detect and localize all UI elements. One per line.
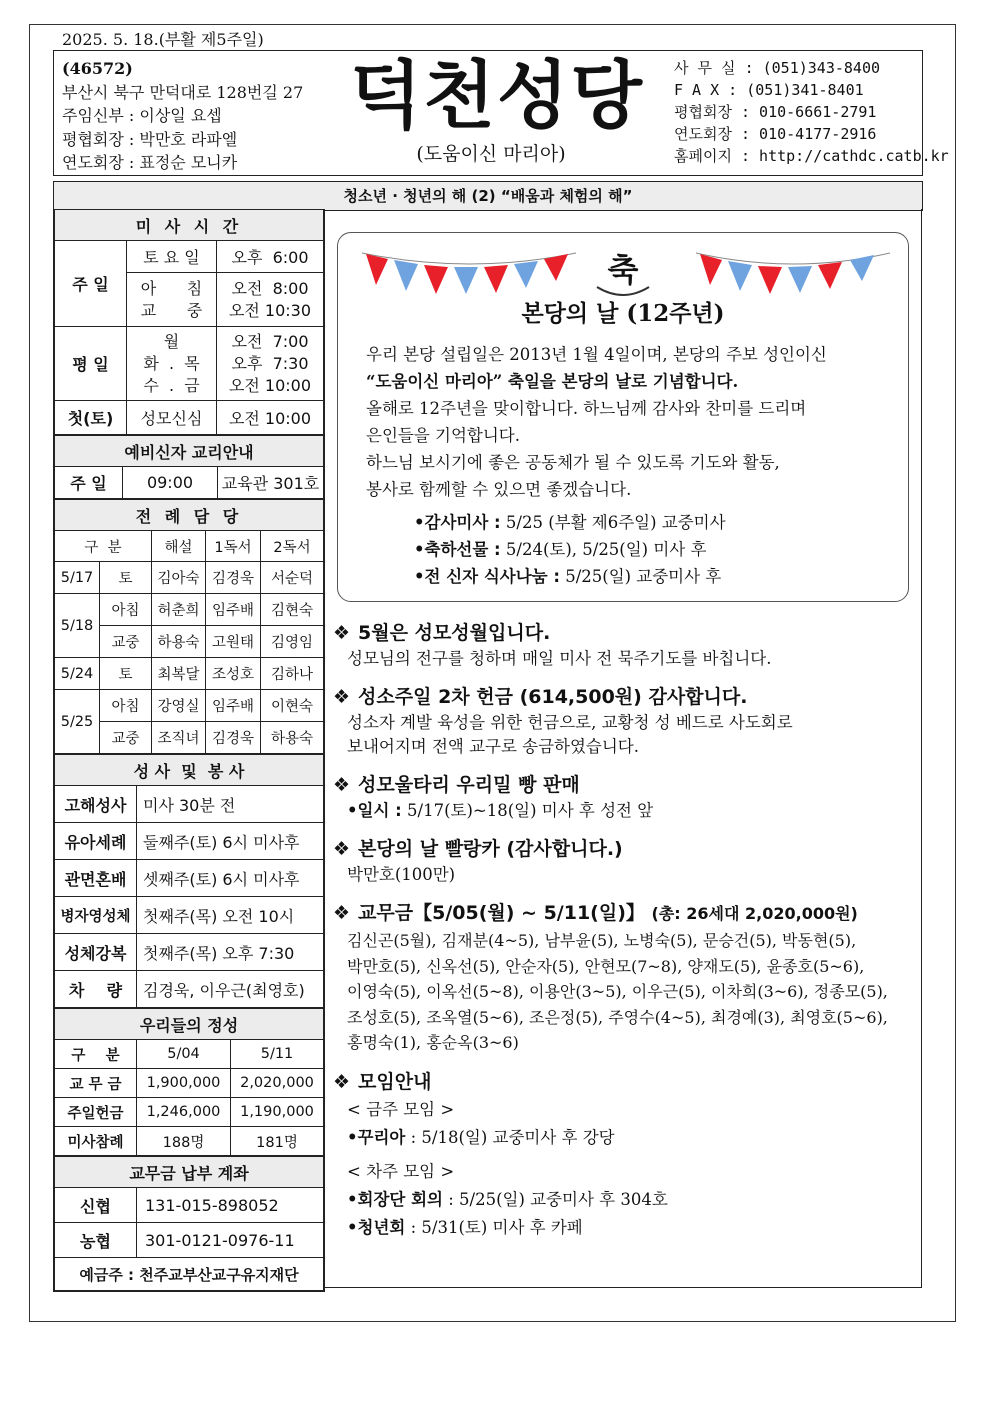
diamond-icon: ❖: [333, 774, 351, 796]
mon-label: 월: [163, 331, 180, 351]
sacrament-key: 병자영성체: [55, 897, 137, 934]
account-number: 131-015-898052: [137, 1188, 324, 1223]
liturgy-cell: 김영임: [261, 626, 324, 658]
table-row: [55, 971, 324, 1008]
anniversary-line: 하느님 보시기에 좋은 공동체가 될 수 있도록 기도와 활동,: [366, 453, 780, 472]
table-row: [55, 1098, 324, 1127]
parish-subtitle: (도움이신 마리아): [416, 143, 566, 165]
first-sat: 성모신심: [127, 401, 217, 435]
sacrament-value: 김경욱, 이우근(최영호): [137, 971, 324, 1008]
notice-body: [347, 711, 913, 759]
liturgy-type: 토: [100, 658, 152, 690]
theme-banner: 청소년 · 청년의 해 (2) “배움과 체험의 해”: [53, 181, 923, 211]
first-sat-label: 첫(토): [55, 401, 127, 435]
homepage-link[interactable]: 홈페이지 : http://cathdc.catb.kr: [674, 147, 949, 165]
account-number: 301-0121-0976-11: [137, 1223, 324, 1258]
diamond-icon: ❖: [333, 622, 351, 644]
table-row: [55, 658, 324, 690]
sacrament-value: 첫째주(목) 오후 7:30: [137, 934, 324, 971]
anniversary-line: 올해로 12주년을 맞이합니다. 하느님께 감사와 찬미를 드리며: [366, 399, 807, 418]
notices: [333, 619, 913, 1254]
celebration-badge: [588, 245, 658, 299]
bunting-flag: [394, 260, 418, 291]
liturgy-table: [54, 499, 324, 754]
table-row: [55, 1069, 324, 1098]
list-item: [414, 563, 726, 590]
liturgy-date: 5/25: [55, 690, 100, 754]
offering-header: 구 분: [55, 1040, 137, 1069]
bunting-flag: [728, 261, 752, 291]
diamond-icon: ❖: [333, 686, 351, 708]
bunting-right: [694, 245, 894, 295]
sacrament-key: 성체강복: [55, 934, 137, 971]
sacrament-value: 첫째주(목) 오전 10시: [137, 897, 324, 934]
next-week-label: < 차주 모임 >: [347, 1161, 455, 1181]
table-row: [55, 860, 324, 897]
notice-title-text: 모임안내: [358, 1070, 432, 1093]
notice-title: [333, 771, 913, 799]
bunting-flag: [758, 266, 782, 294]
sunday-sublabels: [127, 273, 217, 327]
bunting-flag: [850, 255, 874, 281]
liturgy-cell: 하용숙: [152, 626, 206, 658]
tithe-line: 홍명숙(1), 홍순옥(3~6): [347, 1033, 519, 1052]
parish-title: 덕천성당: [350, 53, 644, 139]
sacrament-key: 관면혼배: [55, 860, 137, 897]
sacrament-key: 차 량: [55, 971, 137, 1008]
event-value: 5/24(토), 5/25(일) 미사 후: [500, 540, 707, 559]
bunting-flag: [424, 265, 448, 294]
liturgy-cell: 임주배: [206, 690, 261, 722]
liturgy-date: 5/18: [55, 594, 100, 658]
liturgy-type: 교중: [100, 626, 152, 658]
notice-body: 박만호(100만): [347, 865, 456, 884]
bunting-flag: [818, 262, 842, 289]
right-column: [323, 209, 922, 1288]
sat-time: 오후 6:00: [217, 241, 324, 273]
liturgy-cell: 고원태: [206, 626, 261, 658]
catechumen-place: 교육관 301호: [218, 467, 324, 499]
notice-title-text: 성소주일 2차 헌금 (614,500원) 감사합니다.: [358, 686, 748, 708]
sacrament-title: 성 사 및 봉 사: [55, 755, 324, 786]
sunday-label: 주 일: [55, 241, 127, 327]
table-row: [55, 1223, 324, 1258]
offering-title: 우리들의 정성: [55, 1009, 324, 1040]
council-head: 평협회장 : 박만호 라파엘: [62, 129, 238, 149]
table-row: [55, 1188, 324, 1223]
sacrament-table: [54, 754, 324, 1008]
this-week-label: < 금주 모임 >: [347, 1099, 455, 1119]
account-table: [54, 1156, 324, 1291]
bunting-flag: [788, 266, 812, 293]
notice-title-text: 5월은 성모성월입니다.: [358, 622, 551, 644]
weekday-times: [217, 327, 324, 401]
fax: F A X : (051)341-8401: [674, 81, 864, 99]
table-row: [55, 934, 324, 971]
tithe-line: 김신곤(5월), 김재분(4~5), 남부윤(5), 노병숙(5), 문승건(5), 박동현(5),: [347, 931, 857, 950]
account-holder: 예금주 : 천주교부산교구유지재단: [55, 1258, 324, 1291]
notice-line: 보내어지며 전액 교구로 송금하였습니다.: [347, 737, 639, 756]
meeting-name: •회장단 회의: [347, 1189, 443, 1209]
prayer-phone: 연도회장 : 010-4177-2916: [674, 125, 877, 143]
meeting-name: •꾸리아: [347, 1127, 406, 1147]
liturgy-date: 5/24: [55, 658, 100, 690]
notice-title-text: 본당의 날 빨랑카 (감사합니다.): [358, 838, 623, 860]
bunting-flag: [484, 265, 508, 293]
offering-value: 1,190,000: [231, 1098, 324, 1127]
offering-key: 교 무 금: [55, 1069, 137, 1098]
event-label: •축하선물 :: [414, 540, 501, 559]
catechumen-table: [54, 435, 324, 499]
morning-time: 오전 8:00: [231, 278, 309, 298]
contact-info: [674, 57, 949, 167]
main-mass-time: 오전 10:30: [228, 300, 312, 320]
wed-fri-time: 오전 10:00: [228, 375, 312, 395]
liturgy-cell: 하용숙: [261, 722, 324, 754]
sacrament-value: 미사 30분 전: [137, 786, 324, 823]
mon-time: 오전 7:00: [231, 331, 309, 351]
postcode: (46572): [62, 59, 133, 78]
notice-title: [333, 835, 913, 863]
notice-title: [333, 899, 913, 928]
table-row: [55, 786, 324, 823]
address: 부산시 북구 만덕대로 128번길 27: [62, 82, 304, 102]
list-item: [414, 536, 726, 563]
anniversary-box: [337, 232, 909, 602]
offering-key: 미사참례: [55, 1127, 137, 1156]
mass-times-title: 미 사 시 간: [55, 210, 324, 241]
mass-times-table: [54, 209, 324, 435]
tithe-line: 이영숙(5), 이옥선(5~8), 이용안(3~5), 이우근(5), 이차희(3~6), 정종모(5),: [347, 982, 888, 1001]
tithe-total: (총: 26세대 2,020,000원): [651, 904, 858, 923]
offering-table: [54, 1008, 324, 1156]
first-sat-time: 오전 10:00: [217, 401, 324, 435]
offering-value: 1,900,000: [137, 1069, 231, 1098]
bunting-left: [360, 245, 580, 295]
notice-key: •일시 :: [347, 801, 402, 820]
celebration-char: 축: [607, 251, 639, 289]
anniversary-line: 봉사로 함께할 수 있으면 좋겠습니다.: [366, 480, 632, 499]
liturgy-cell: 김경욱: [206, 722, 261, 754]
catechumen-day: 주 일: [55, 467, 123, 499]
meeting-detail: : 5/18(일) 교중미사 후 강당: [405, 1127, 615, 1147]
catechumen-time: 09:00: [123, 467, 218, 499]
liturgy-cell: 김경욱: [206, 562, 261, 594]
sacrament-value: 셋째주(토) 6시 미사후: [137, 860, 324, 897]
notice-title-text: 교무금【5/05(월) ~ 5/11(일)】: [358, 902, 645, 924]
anniversary-body: [366, 341, 886, 503]
notice-title: [333, 619, 913, 647]
liturgy-cell: 조직녀: [152, 722, 206, 754]
anniversary-line: 우리 본당 설립일은 2013년 1월 4일이며, 본당의 주보 성인이신: [366, 345, 827, 364]
liturgy-cell: 이현숙: [261, 690, 324, 722]
anniversary-line: 은인들을 기억합니다.: [366, 426, 520, 445]
sacrament-key: 유아세례: [55, 823, 137, 860]
liturgy-type: 아침: [100, 594, 152, 626]
tithe-line: 박만호(5), 신옥선(5), 안순자(5), 안현모(7~8), 양재도(5), 윤종호(5~6),: [347, 956, 865, 976]
liturgy-header: 1독서: [206, 531, 261, 562]
table-row: [55, 562, 324, 594]
offering-value: 2,020,000: [231, 1069, 324, 1098]
liturgy-cell: 김아숙: [152, 562, 206, 594]
anniversary-line: “도움이신 마리아” 축일을 본당의 날로 기념합니다.: [366, 372, 739, 391]
tithe-line: 조성호(5), 조옥열(5~6), 조은정(5), 주영수(4~5), 최경예(3), 최영호(5~6),: [347, 1007, 888, 1027]
notice-body: 성모님의 전구를 청하며 매일 미사 전 묵주기도를 바칩니다.: [347, 649, 772, 668]
table-row: [55, 897, 324, 934]
bunting-string: [362, 253, 576, 264]
left-column: [53, 209, 325, 1292]
liturgy-type: 아침: [100, 690, 152, 722]
sacrament-value: 둘째주(토) 6시 미사후: [137, 823, 324, 860]
bulletin-date: 2025. 5. 18.(부활 제5주일): [62, 30, 264, 49]
liturgy-date: 5/17: [55, 562, 100, 594]
event-label: •감사미사 :: [414, 513, 501, 532]
diamond-icon: ❖: [333, 1070, 351, 1093]
table-row: [55, 690, 324, 722]
sunday-times: [217, 273, 324, 327]
liturgy-cell: 서순덕: [261, 562, 324, 594]
parish-info: [62, 57, 303, 175]
liturgy-title: 전 례 담 당: [55, 500, 324, 531]
tithe-list: [347, 928, 913, 1056]
bank-name: 신협: [55, 1188, 137, 1223]
list-item: [414, 509, 726, 536]
table-row: [55, 1127, 324, 1156]
notice-title-text: 성모울타리 우리밀 빵 판매: [358, 774, 580, 796]
diamond-icon: ❖: [333, 838, 351, 860]
sacrament-key: 고해성사: [55, 786, 137, 823]
prayer-head: 연도회장 : 표정순 모니카: [62, 153, 238, 172]
liturgy-header: 구 분: [55, 531, 152, 562]
diamond-icon: ❖: [333, 902, 351, 924]
notice-body: [347, 799, 913, 823]
bank-name: 농협: [55, 1223, 137, 1258]
liturgy-cell: 김현숙: [261, 594, 324, 626]
sat-label: 토 요 일: [127, 241, 217, 273]
anniversary-title: 본당의 날 (12주년): [521, 300, 725, 327]
liturgy-type: 교중: [100, 722, 152, 754]
tue-thu-label: 화 . 목: [143, 353, 200, 373]
liturgy-cell: 조성호: [206, 658, 261, 690]
event-label: •전 신자 식사나눔 :: [414, 567, 560, 586]
main-mass-label: 교 중: [140, 300, 203, 320]
notice-value: 5/17(토)~18(일) 미사 후 성전 앞: [401, 801, 654, 820]
account-title: 교무금 납부 계좌: [55, 1157, 324, 1188]
liturgy-header: 2독서: [261, 531, 324, 562]
offering-header: 5/11: [231, 1040, 324, 1069]
offering-value: 1,246,000: [137, 1098, 231, 1127]
council-phone: 평협회장 : 010-6661-2791: [674, 103, 877, 121]
office-phone: 사 무 실 : (051)343-8400: [674, 59, 881, 77]
bunting-flag: [366, 254, 388, 285]
liturgy-cell: 임주배: [206, 594, 261, 626]
bunting-flag: [514, 261, 538, 288]
bunting-flag: [454, 267, 478, 294]
offering-value: 181명: [231, 1127, 324, 1156]
notice-line: 성소자 계발 육성을 위한 헌금으로, 교황청 성 베드로 사도회로: [347, 713, 793, 732]
liturgy-cell: 강영실: [152, 690, 206, 722]
pastor: 주임신부 : 이상일 요셉: [62, 106, 222, 125]
offering-value: 188명: [137, 1127, 231, 1156]
table-row: [55, 823, 324, 860]
offering-header: 5/04: [137, 1040, 231, 1069]
morning-label: 아 침: [140, 278, 203, 298]
liturgy-header: 해설: [152, 531, 206, 562]
event-value: 5/25 (부활 제6주일) 교중미사: [500, 513, 726, 532]
meeting-name: •청년회: [347, 1217, 406, 1237]
liturgy-type: 토: [100, 562, 152, 594]
catechumen-title: 예비신자 교리안내: [55, 436, 324, 467]
masthead: [53, 50, 949, 176]
table-row: [55, 594, 324, 626]
notice-title: [333, 1068, 913, 1096]
anniversary-events: [414, 509, 726, 590]
meeting-detail: : 5/31(토) 미사 후 카페: [405, 1217, 583, 1237]
meeting-info: [347, 1096, 913, 1242]
liturgy-cell: 김하나: [261, 658, 324, 690]
event-value: 5/25(일) 교중미사 후: [559, 567, 722, 586]
notice-title: [333, 683, 913, 711]
weekday-label: 평 일: [55, 327, 127, 401]
wed-fri-label: 수 . 금: [143, 375, 200, 395]
weekday-days: [127, 327, 217, 401]
bunting-flag: [700, 254, 722, 285]
tue-thu-time: 오후 7:30: [231, 353, 309, 373]
liturgy-cell: 최복달: [152, 658, 206, 690]
liturgy-cell: 허춘희: [152, 594, 206, 626]
offering-key: 주일헌금: [55, 1098, 137, 1127]
meeting-detail: : 5/25(일) 교중미사 후 304호: [443, 1189, 668, 1209]
